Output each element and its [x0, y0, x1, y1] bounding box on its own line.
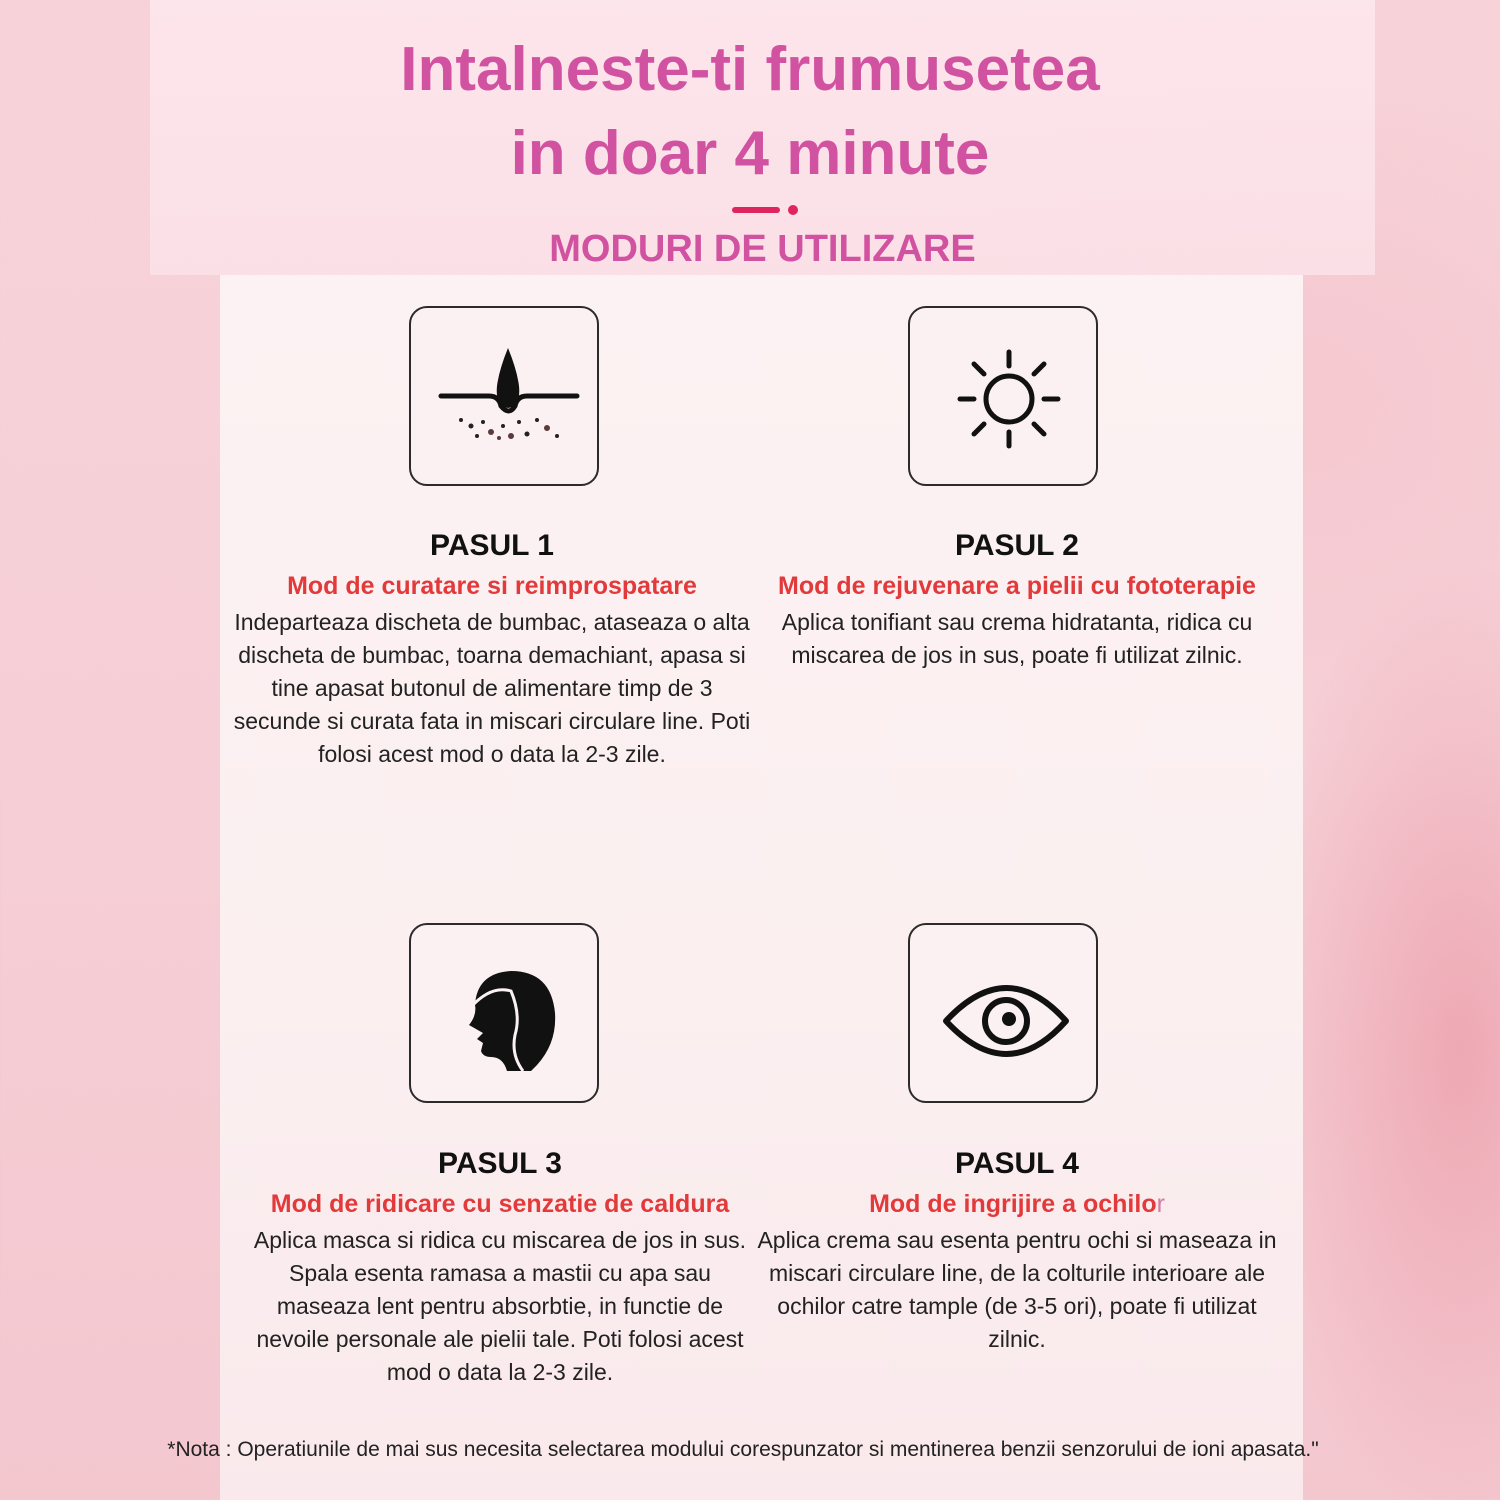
step-mode: Mod de rejuvenare a pielii cu fototerapie [778, 572, 1256, 600]
step-title: PASUL 2 [955, 529, 1079, 562]
skin-pore-drop-icon [409, 306, 599, 486]
title-line-2: in doar 4 minute [510, 119, 990, 188]
step-3 [240, 1144, 760, 1389]
divider-dash [732, 207, 780, 213]
step-description: Indeparteaza discheta de bumbac, ataseaza o alta discheta de bumbac, toarna demachiant, apasa si tine apasat butonul de alimentare timp de 3 secunde si curata fata in miscari circulare line. Poti folosi acest mod o data la 2-3 zile. [233, 609, 751, 767]
step-1 [232, 526, 752, 771]
section-subtitle: MODURI DE UTILIZARE [549, 228, 976, 270]
eye-icon [908, 923, 1098, 1103]
step-description: Aplica tonifiant sau crema hidratanta, ridica cu miscarea de jos in sus, poate fi utilizat zilnic. [781, 609, 1253, 668]
title-divider [732, 205, 802, 215]
sun-icon [908, 306, 1098, 486]
step-description: Aplica masca si ridica cu miscarea de jos in sus. Spala esenta ramasa a mastii cu apa sau maseaza lent pentru absorbtie, in functie de nevoile personale ale pielii tale. Poti folosi acest mod o data la 2-3 zile. [253, 1227, 747, 1385]
step-mode-tail: r [1156, 1190, 1165, 1218]
step-title: PASUL 1 [430, 529, 554, 562]
step-4 [757, 1144, 1277, 1356]
step-title: PASUL 4 [955, 1147, 1079, 1180]
step-2 [757, 526, 1277, 672]
head-profile-icon [409, 923, 599, 1103]
step-mode: Mod de curatare si reimprospatare [287, 572, 697, 600]
step-mode-text: Mod de ingrijire a ochilo [869, 1190, 1157, 1218]
step-title: PASUL 3 [438, 1147, 562, 1180]
footnote: *Nota : Operatiunile de mai sus necesita selectarea modului corespunzator si mentinerea benzii senzorului de ioni apasata." [167, 1438, 1319, 1461]
step-mode [757, 1184, 1277, 1224]
divider-dot [788, 205, 798, 215]
title-line-1: Intalneste-ti frumusetea [400, 35, 1100, 104]
page-title [0, 28, 1500, 196]
step-mode: Mod de ridicare cu senzatie de caldura [270, 1190, 730, 1218]
step-description: Aplica crema sau esenta pentru ochi si maseaza in miscari circulare line, de la colturile interioare ale ochilor catre tample (de 3-5 ori), poate fi utilizat zilnic. [757, 1227, 1277, 1352]
